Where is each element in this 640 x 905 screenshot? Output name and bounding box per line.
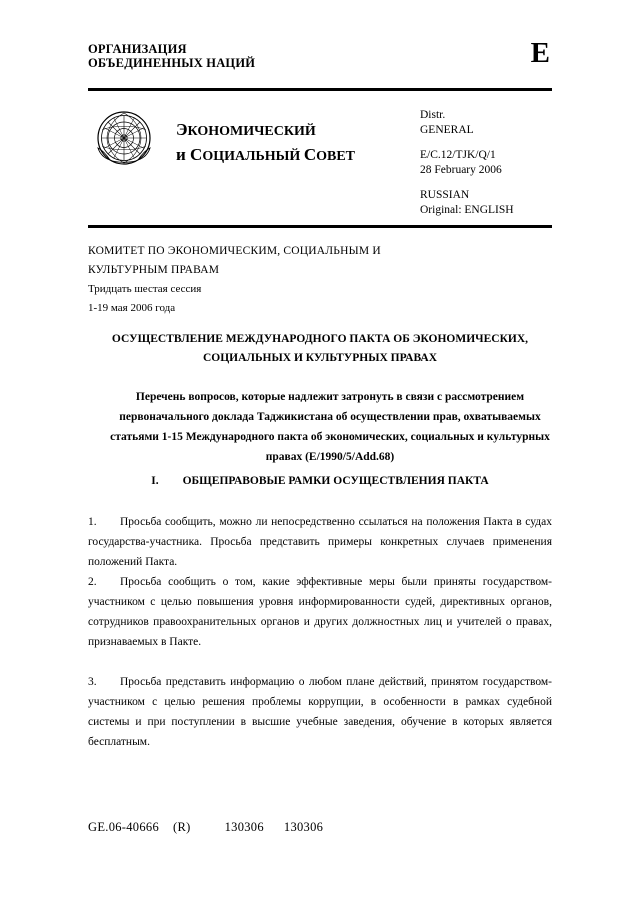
footer-date-code-2: 130306 (283, 820, 324, 834)
committee-name-line-2: КУЛЬТУРНЫМ ПРАВАМ (88, 264, 220, 276)
list-of-issues-line-3: статьями 1-15 Международного пакта об экономических, социальных и культурных (110, 431, 550, 443)
symbol-group (420, 148, 514, 177)
section-title: ОБЩЕПРАВОВЫЕ РАМКИ ОСУЩЕСТВЛЕНИЯ ПАКТА (182, 475, 489, 487)
footer-date-code-1: 130306 (224, 820, 264, 834)
list-of-issues-line-2: первоначального доклада Таджикистана об осуществлении прав, охватываемых (119, 411, 541, 423)
council-title-l2-cap: С (190, 145, 203, 164)
distribution-value: GENERAL (420, 123, 474, 136)
committee-session-dates: 1-19 мая 2006 года (88, 302, 176, 314)
document-original-language: Original: ENGLISH (420, 203, 514, 216)
header-rule-top (88, 88, 552, 91)
paragraph-text: Просьба сообщить о том, какие эффективные меры были приняты государством-участником с целью повышения уровня информированности судей, директивных органов, сотрудников правоохранительных органов и других должностных лиц и учителей о правах, признаваемых в Пакте. (88, 576, 552, 648)
footer (88, 820, 323, 835)
organization-name (88, 42, 255, 70)
council-title-line-2 (176, 143, 406, 168)
document-language: RUSSIAN (420, 189, 470, 201)
document-symbol-letter: E (530, 37, 550, 69)
organization-line-1: ОРГАНИЗАЦИЯ (88, 42, 187, 56)
list-of-issues-subtitle (108, 387, 552, 467)
list-of-issues-line-1: Перечень вопросов, которые надлежит затронуть в связи с рассмотрением (135, 391, 525, 403)
paragraph-number: 3. (88, 676, 97, 688)
distribution-label: Distr. (420, 109, 446, 121)
section-number: I. (151, 475, 159, 487)
un-emblem-icon (96, 110, 152, 166)
header-rule-bottom (88, 225, 552, 228)
paragraph-text: Просьба представить информацию о любом плане действий, принятом государством-участником с целью решения проблемы коррупции, в особенности в рамках судебной системы и при поступлении в высшие учебные заведения, обучение в которых является бесплатным. (88, 676, 552, 748)
council-title-line-1 (176, 118, 406, 143)
document-symbol: E/C.12/TJK/Q/1 (420, 149, 496, 161)
footer-job-number: GE.06-40666 (88, 820, 160, 834)
list-of-issues-line-4: правах (E/1990/5/Add.68) (265, 451, 395, 463)
paragraph-number: 1. (88, 516, 97, 528)
paragraph (88, 512, 552, 572)
language-group (420, 188, 514, 217)
committee-session: Тридцать шестая сессия (88, 283, 202, 295)
distribution-block (420, 108, 514, 217)
council-title-l2-cap2: С (303, 145, 317, 164)
paragraph-number: 2. (88, 576, 97, 588)
paragraph (88, 672, 552, 752)
committee-name-line-1: КОМИТЕТ ПО ЭКОНОМИЧЕСКИМ, СОЦИАЛЬНЫМ И (88, 245, 381, 257)
committee-block (88, 242, 552, 318)
council-title-l2-rest2: ОВЕТ (316, 149, 356, 164)
page-title (88, 330, 552, 368)
page-title-line-2: СОЦИАЛЬНЫХ И КУЛЬТУРНЫХ ПРАВАХ (202, 352, 438, 364)
council-title-l2-rest: ОЦИАЛЬНЫЙ (202, 149, 304, 164)
paragraph (88, 572, 552, 652)
organization-line-2: ОБЪЕДИНЕННЫХ НАЦИЙ (88, 56, 256, 70)
section-heading (88, 475, 552, 487)
council-title-l1-lead: Э (176, 120, 188, 139)
paragraph-text: Просьба сообщить, можно ли непосредственно ссылаться на положения Пакта в судах государства-участника. Просьба представить примеры конкретных случаев применения положений Пакта. (88, 516, 552, 568)
title-block (88, 100, 552, 218)
document-date: 28 February 2006 (420, 163, 502, 176)
footer-language-code: (R) (173, 820, 191, 834)
page-title-line-1: ОСУЩЕСТВЛЕНИЕ МЕЖДУНАРОДНОГО ПАКТА ОБ ЭКОНОМИЧЕСКИХ, (111, 333, 529, 345)
distribution-group (420, 108, 514, 137)
council-title-l1-rest: КОНОМИЧЕСКИЙ (187, 124, 316, 139)
council-title (176, 118, 406, 168)
council-title-l2-lead: и (176, 145, 191, 164)
masthead (88, 37, 552, 70)
